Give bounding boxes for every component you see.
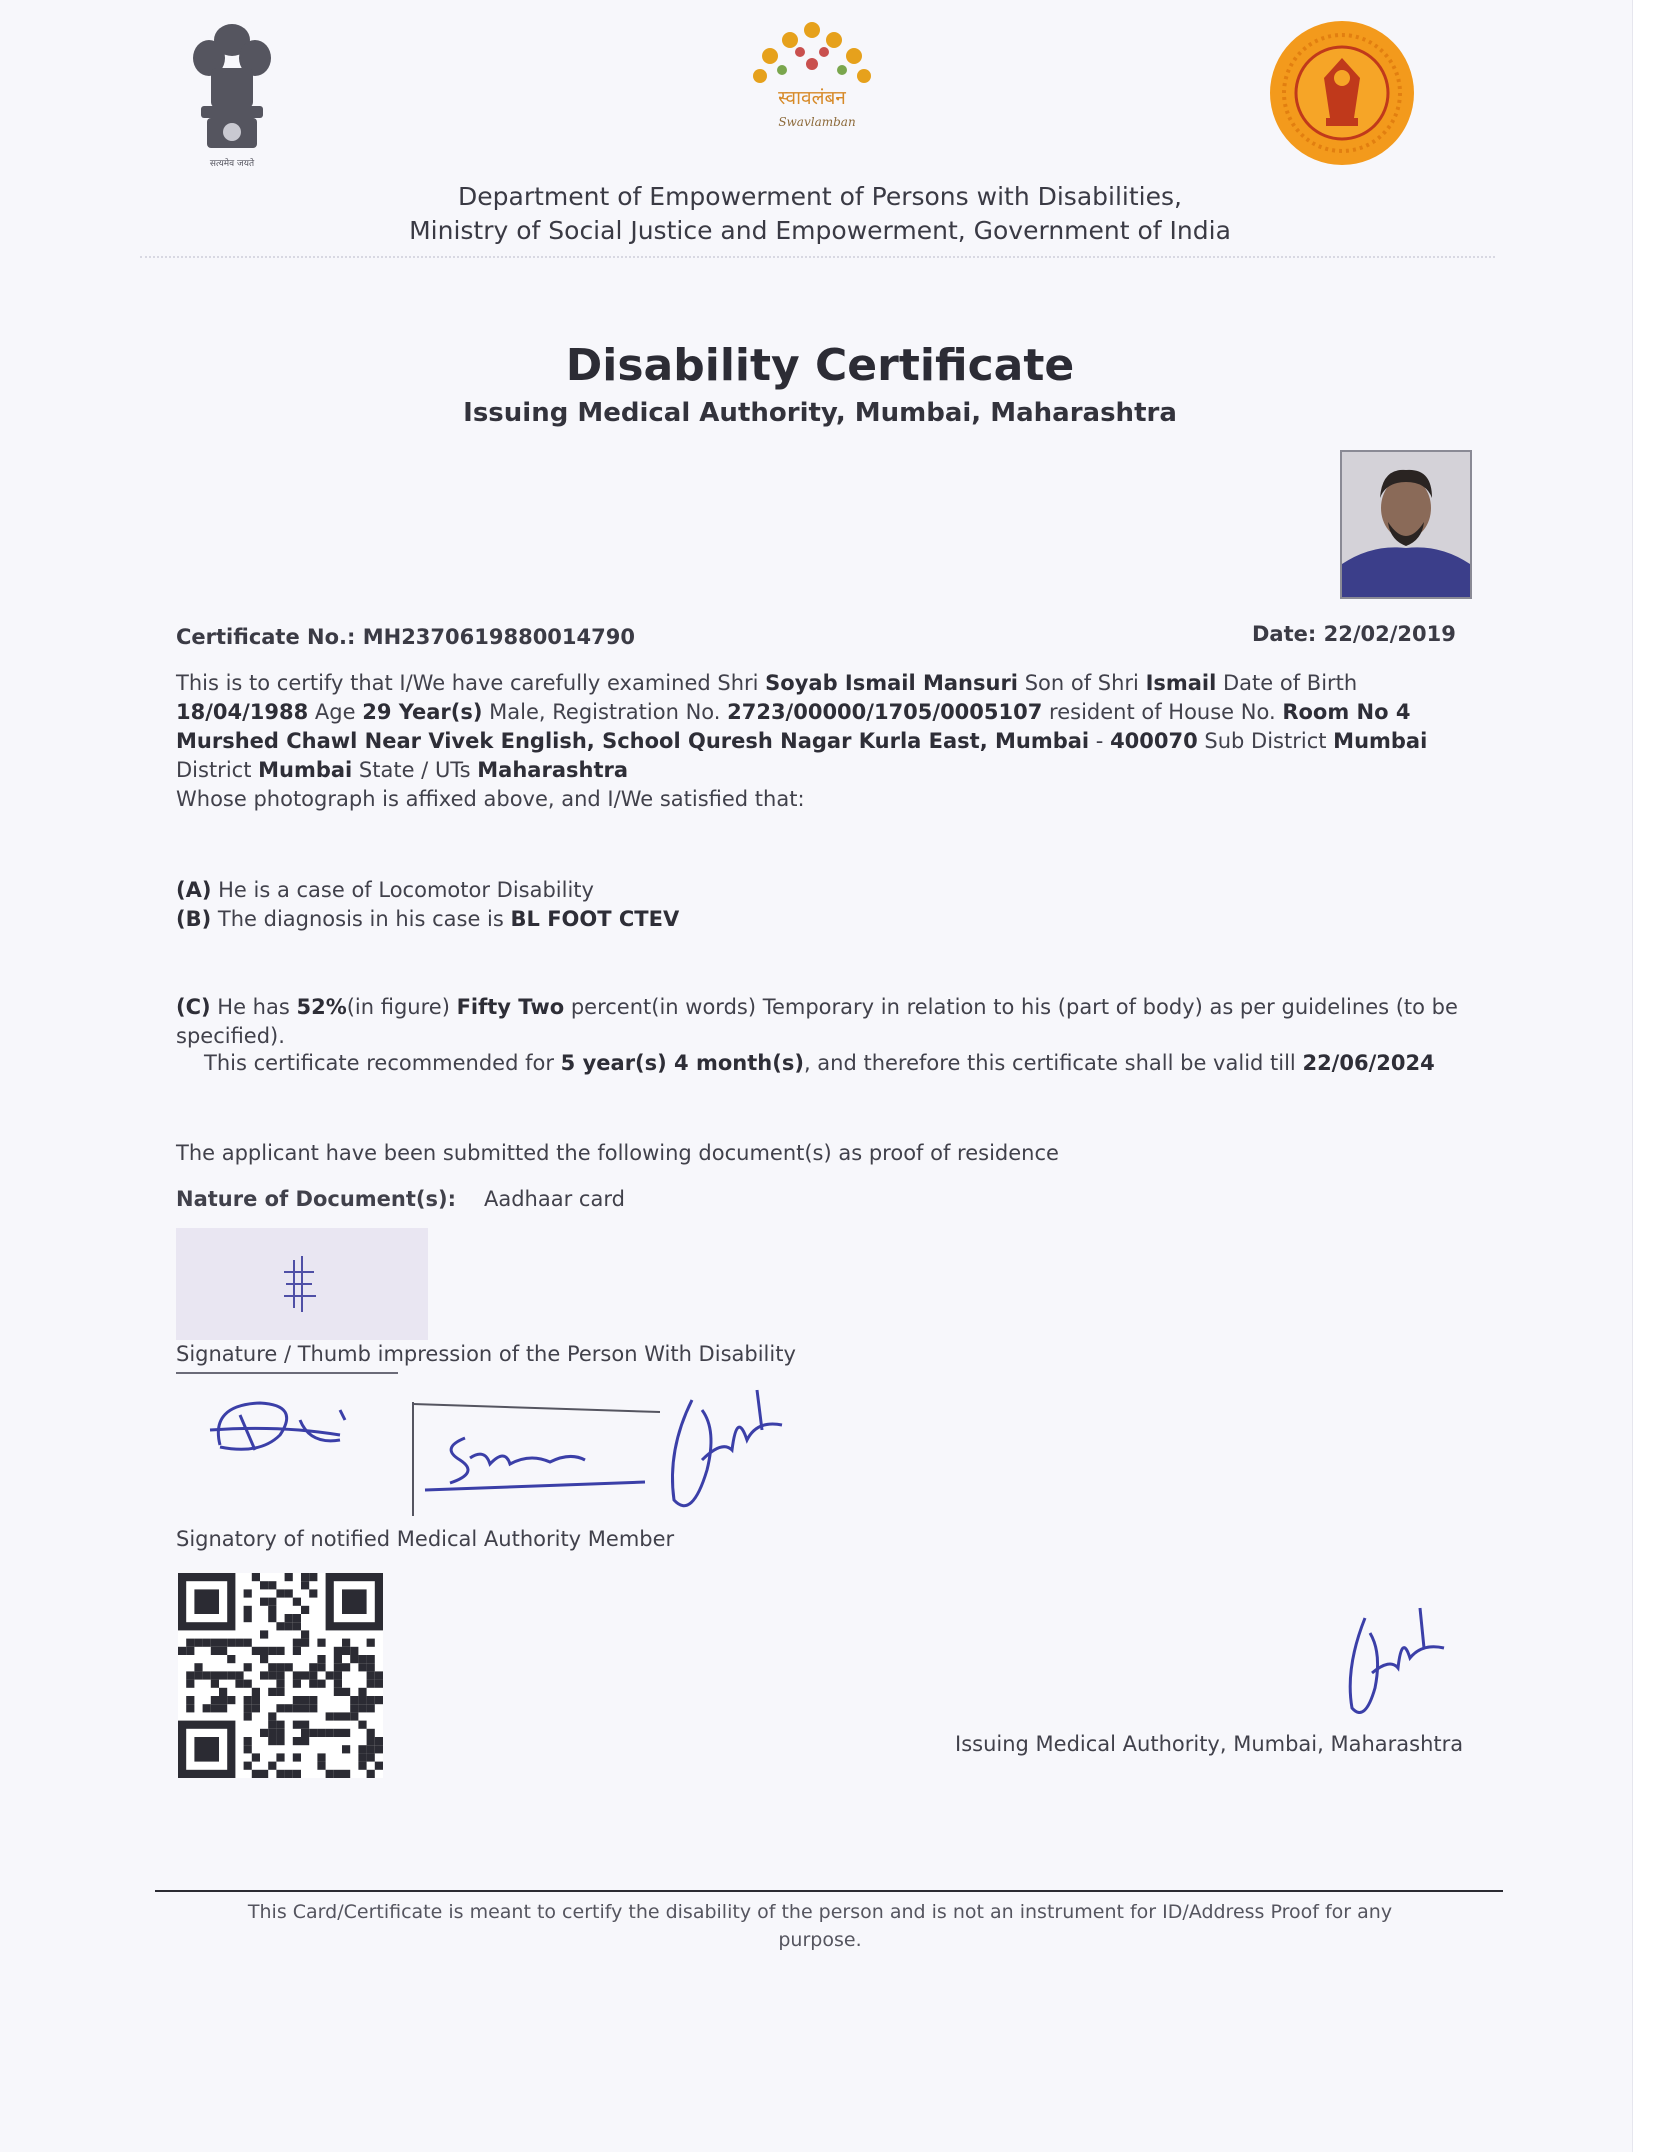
statement-text: Son of Shri [1018, 671, 1146, 695]
svg-text:Swavlamban: Swavlamban [778, 115, 856, 129]
medical-member-signature-1-icon [200, 1385, 360, 1475]
certificate-number-value: MH2370619880014790 [362, 625, 635, 649]
national-emblem-icon [185, 18, 280, 170]
statement-text: resident of House No. [1042, 700, 1283, 724]
certificate-subtitle: Issuing Medical Authority, Mumbai, Maharashtra [463, 398, 1177, 428]
disability-type: He is a case of Locomotor Disability [211, 878, 594, 902]
item-a-label: (A) [176, 878, 212, 902]
validity-statement [204, 1051, 1435, 1075]
pin-code: 400070 [1110, 729, 1198, 753]
father-name: Ismail [1145, 671, 1217, 695]
issuing-department [300, 180, 1340, 248]
person-signature-caption: Signature / Thumb impression of the Person With Disability [176, 1342, 796, 1366]
svg-text:स्वावलंबन: स्वावलंबन [778, 87, 846, 109]
certificate-title: Disability Certificate [565, 340, 1075, 391]
swavalamban-logo-icon [745, 18, 880, 138]
page-edge [1632, 0, 1663, 2152]
certification-statement [176, 669, 1476, 814]
medical-member-signature-2-icon [410, 1398, 670, 1518]
maharashtra-seal-icon [1268, 18, 1416, 168]
ministry-line: Ministry of Social Justice and Empowerment, Government of India [409, 216, 1231, 245]
department-line: Department of Empowerment of Persons with Disabilities, [458, 182, 1182, 211]
validity-text: This certificate recommended for [204, 1051, 561, 1075]
qr-code-icon [178, 1573, 383, 1778]
item-c-text: (in figure) [346, 995, 457, 1019]
documents-label: Nature of Document(s): [176, 1187, 456, 1211]
item-c-label: (C) [176, 995, 211, 1019]
age: 29 Year(s) [362, 700, 483, 724]
header-divider [140, 256, 1495, 258]
recommended-period: 5 year(s) 4 month(s) [560, 1051, 804, 1075]
item-c [176, 993, 1476, 1051]
issuing-authority-label: Issuing Medical Authority, Mumbai, Maharashtra [955, 1732, 1464, 1756]
signatory-caption: Signatory of notified Medical Authority Member [176, 1527, 675, 1551]
documents-line [176, 1187, 625, 1211]
item-c-text: He has [210, 995, 297, 1019]
documents-intro: The applicant have been submitted the following document(s) as proof of residence [176, 1141, 1059, 1165]
disability-percent: 52% [296, 995, 347, 1019]
photograph-statement: Whose photograph is affixed above, and I/We satisfied that: [176, 787, 805, 811]
date-of-birth: 18/04/1988 [176, 700, 309, 724]
signature-underline [176, 1372, 398, 1374]
residential-address: Room No 4 Murshed Chawl Near Vivek English, School Quresh Nagar Kurla East, Mumbai [176, 700, 1411, 753]
issuing-authority-signature-icon [1340, 1598, 1450, 1728]
item-a [176, 878, 594, 902]
item-c-text: percent(in words) Temporary in relation to his (part of body) as per guidelines (to be specified). [176, 995, 1458, 1048]
item-b-label: (B) [176, 907, 212, 931]
svg-text:सत्यमेव जयते: सत्यमेव जयते [209, 159, 255, 169]
person-signature-image [176, 1228, 428, 1340]
statement-text: Sub District [1197, 729, 1334, 753]
item-b [176, 907, 679, 931]
applicant-photo [1340, 450, 1472, 599]
statement-text: State / UTs [352, 758, 478, 782]
state: Maharashtra [477, 758, 629, 782]
disability-percent-words: Fifty Two [456, 995, 565, 1019]
diagnosis-text: The diagnosis in his case is [211, 907, 511, 931]
statement-text: Age [308, 700, 363, 724]
certificate-date [1252, 622, 1456, 646]
footer-divider [155, 1890, 1503, 1892]
statement-text: - [1089, 729, 1111, 753]
statement-text: Male, Registration No. [482, 700, 728, 724]
valid-till-date: 22/06/2024 [1302, 1051, 1435, 1075]
person-name: Soyab Ismail Mansuri [765, 671, 1019, 695]
certificate-number-label: Certificate No.: [176, 625, 356, 649]
certificate-number [176, 625, 635, 649]
statement-text: Date of Birth [1216, 671, 1358, 695]
certificate-date-label: Date: [1252, 622, 1317, 646]
sub-district: Mumbai [1333, 729, 1428, 753]
diagnosis-value: BL FOOT CTEV [510, 907, 680, 931]
statement-text: This is to certify that I/We have carefully examined Shri [176, 671, 766, 695]
statement-text: District [176, 758, 259, 782]
disclaimer-text: This Card/Certificate is meant to certify the disability of the person and is not an instrument for ID/Address Proof for any purpose. [247, 1901, 1393, 1951]
registration-number: 2723/00000/1705/0005107 [727, 700, 1043, 724]
medical-member-signature-3-icon [662, 1370, 792, 1520]
district: Mumbai [258, 758, 353, 782]
certificate-date-value: 22/02/2019 [1323, 622, 1456, 646]
validity-text: , and therefore this certificate shall be valid till [803, 1051, 1303, 1075]
documents-value: Aadhaar card [483, 1187, 625, 1211]
